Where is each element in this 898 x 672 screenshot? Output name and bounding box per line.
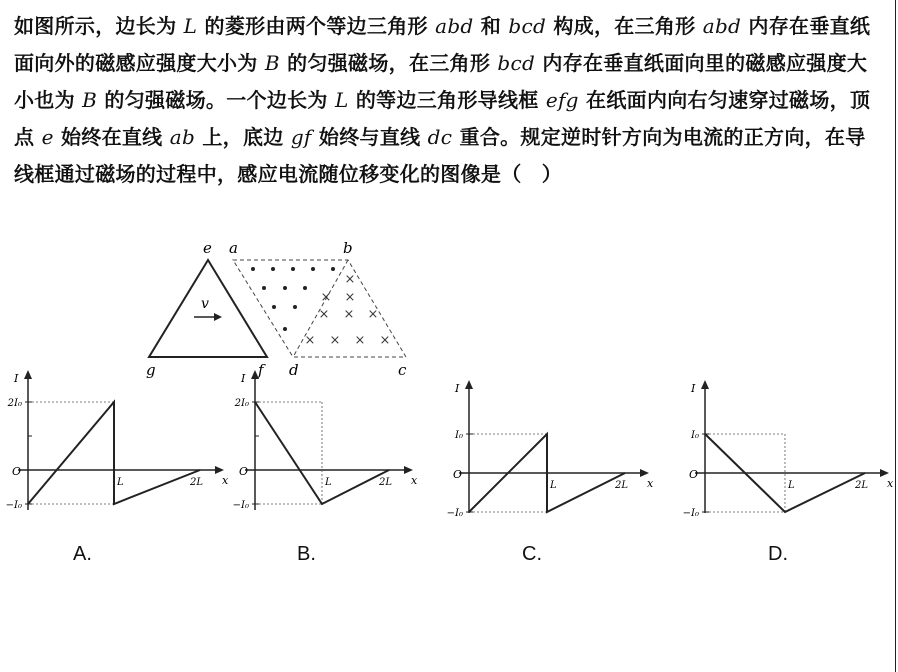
graph-option-d xyxy=(680,376,895,536)
graph-option-a xyxy=(5,368,229,528)
question-text-run: 的匀强磁场，在三角形 xyxy=(279,51,498,75)
y-tick-label: I₀ xyxy=(691,430,699,441)
math-symbol: B xyxy=(264,51,280,75)
y-axis-label: I xyxy=(14,372,19,385)
option-b-label[interactable]: B. xyxy=(297,543,316,565)
field-out-dot xyxy=(251,267,255,271)
math-symbol: abd xyxy=(435,14,474,38)
math-symbol: dc xyxy=(427,125,453,149)
y-axis-label: I xyxy=(691,382,696,395)
field-out-dot xyxy=(293,305,297,309)
math-symbol: bcd xyxy=(497,51,536,75)
x-axis-label: x xyxy=(222,474,229,487)
question-text xyxy=(14,8,880,193)
x-axis-label: x xyxy=(647,477,654,490)
question-text-run: 如图所示，边长为 xyxy=(14,14,184,38)
field-in-cross: × xyxy=(343,307,355,322)
field-in-cross: × xyxy=(367,307,379,322)
question-text-run: 和 xyxy=(473,14,509,38)
label-f: f xyxy=(258,361,264,379)
y-axis-label: I xyxy=(455,382,460,395)
field-out-dot xyxy=(262,286,266,290)
y-tick-label: −I₀ xyxy=(446,508,463,519)
question-text-run: 上，底边 xyxy=(195,125,291,149)
x-tick-label: 2L xyxy=(379,477,393,488)
label-v: v xyxy=(201,296,209,312)
x-tick-label: 2L xyxy=(615,480,629,491)
field-out-dot xyxy=(303,286,307,290)
field-out-dot xyxy=(311,267,315,271)
question-text-run: 的菱形由两个等边三角形 xyxy=(197,14,436,38)
label-c: c xyxy=(398,361,407,379)
label-a: a xyxy=(229,239,238,257)
y-axis-arrowhead xyxy=(251,370,259,379)
y-axis-arrowhead xyxy=(24,370,32,379)
field-in-cross: × xyxy=(329,333,341,348)
graph-option-b xyxy=(225,368,425,528)
field-out-dot xyxy=(283,327,287,331)
question-text-run: 始终与直线 xyxy=(311,125,428,149)
question-text-run: 重合。规定逆时针方向为电流的正方向，在导线框通过磁场的过程中，感应电流随位移变化的图像是（ ） xyxy=(14,125,866,186)
y-axis-label: I xyxy=(241,372,246,385)
y-tick-label: I₀ xyxy=(455,430,463,441)
x-tick-label: 2L xyxy=(855,480,869,491)
field-in-cross: × xyxy=(344,272,356,287)
origin-label: O xyxy=(239,465,249,478)
field-in-cross: × xyxy=(318,307,330,322)
option-d-label[interactable]: D. xyxy=(768,543,788,565)
current-curve xyxy=(28,402,200,504)
math-symbol: ab xyxy=(169,125,196,149)
field-out-dot xyxy=(283,286,287,290)
math-symbol: efg xyxy=(545,88,579,112)
math-symbol: L xyxy=(335,88,349,112)
origin-label: O xyxy=(12,465,22,478)
field-in-cross: × xyxy=(379,333,391,348)
field-in-cross: × xyxy=(354,333,366,348)
x-tick-label: L xyxy=(550,480,557,491)
x-axis-label: x xyxy=(411,474,418,487)
y-tick-label: −I₀ xyxy=(682,508,699,519)
field-out-dot xyxy=(291,267,295,271)
field-out-dot xyxy=(331,267,335,271)
current-curve xyxy=(255,402,389,504)
field-in-cross: × xyxy=(320,290,332,305)
y-tick-label: −I₀ xyxy=(5,500,22,511)
field-out-dot xyxy=(271,267,275,271)
math-symbol: gf xyxy=(290,125,312,149)
graph-option-c xyxy=(445,376,660,536)
math-symbol: B xyxy=(82,88,98,112)
x-tick-label: L xyxy=(325,477,332,488)
math-symbol: L xyxy=(183,14,198,38)
x-axis-label: x xyxy=(887,477,894,490)
origin-label: O xyxy=(689,468,699,481)
y-tick-label: 2I₀ xyxy=(234,398,249,409)
x-tick-label: L xyxy=(117,477,124,488)
math-symbol: e xyxy=(41,125,54,149)
label-b: b xyxy=(343,239,353,257)
velocity-arrowhead xyxy=(214,313,222,321)
question-text-run: 在纸面内向右匀速穿过磁场，顶点 xyxy=(14,88,871,149)
x-axis-arrowhead xyxy=(404,466,413,474)
label-e: e xyxy=(203,239,212,257)
question-paragraph xyxy=(14,8,880,193)
y-tick-label: 2I₀ xyxy=(7,398,22,409)
y-axis-arrowhead xyxy=(701,380,709,389)
option-a-label[interactable]: A. xyxy=(73,543,92,565)
question-text-run: 的等边三角形导线框 xyxy=(348,88,546,112)
question-text-run: 构成，在三角形 xyxy=(546,14,703,38)
label-d: d xyxy=(289,361,299,379)
setup-figure xyxy=(140,236,420,380)
x-axis-arrowhead xyxy=(215,466,224,474)
x-axis-arrowhead xyxy=(640,469,649,477)
math-symbol: bcd xyxy=(508,14,547,38)
label-g: g xyxy=(146,361,156,379)
math-symbol: abd xyxy=(702,14,742,38)
field-in-crosses xyxy=(305,272,391,348)
question-text-run: 的匀强磁场。一个边长为 xyxy=(97,88,335,112)
question-text-run: 内存在垂直纸面向里的磁感应强度大小也为 xyxy=(14,51,868,112)
option-c-label[interactable]: C. xyxy=(522,543,542,565)
y-axis-arrowhead xyxy=(465,380,473,389)
x-tick-label: L xyxy=(788,480,795,491)
x-tick-label: 2L xyxy=(190,477,204,488)
x-axis-arrowhead xyxy=(880,469,889,477)
field-in-cross: × xyxy=(344,290,356,305)
question-text-run: 始终在直线 xyxy=(53,125,170,149)
origin-label: O xyxy=(453,468,463,481)
question-text-run: 内存在垂直纸面向外的磁感应强度大小为 xyxy=(14,14,871,75)
field-out-dot xyxy=(272,305,276,309)
field-in-cross: × xyxy=(304,333,316,348)
page-border xyxy=(895,0,896,672)
y-tick-label: −I₀ xyxy=(232,500,249,511)
